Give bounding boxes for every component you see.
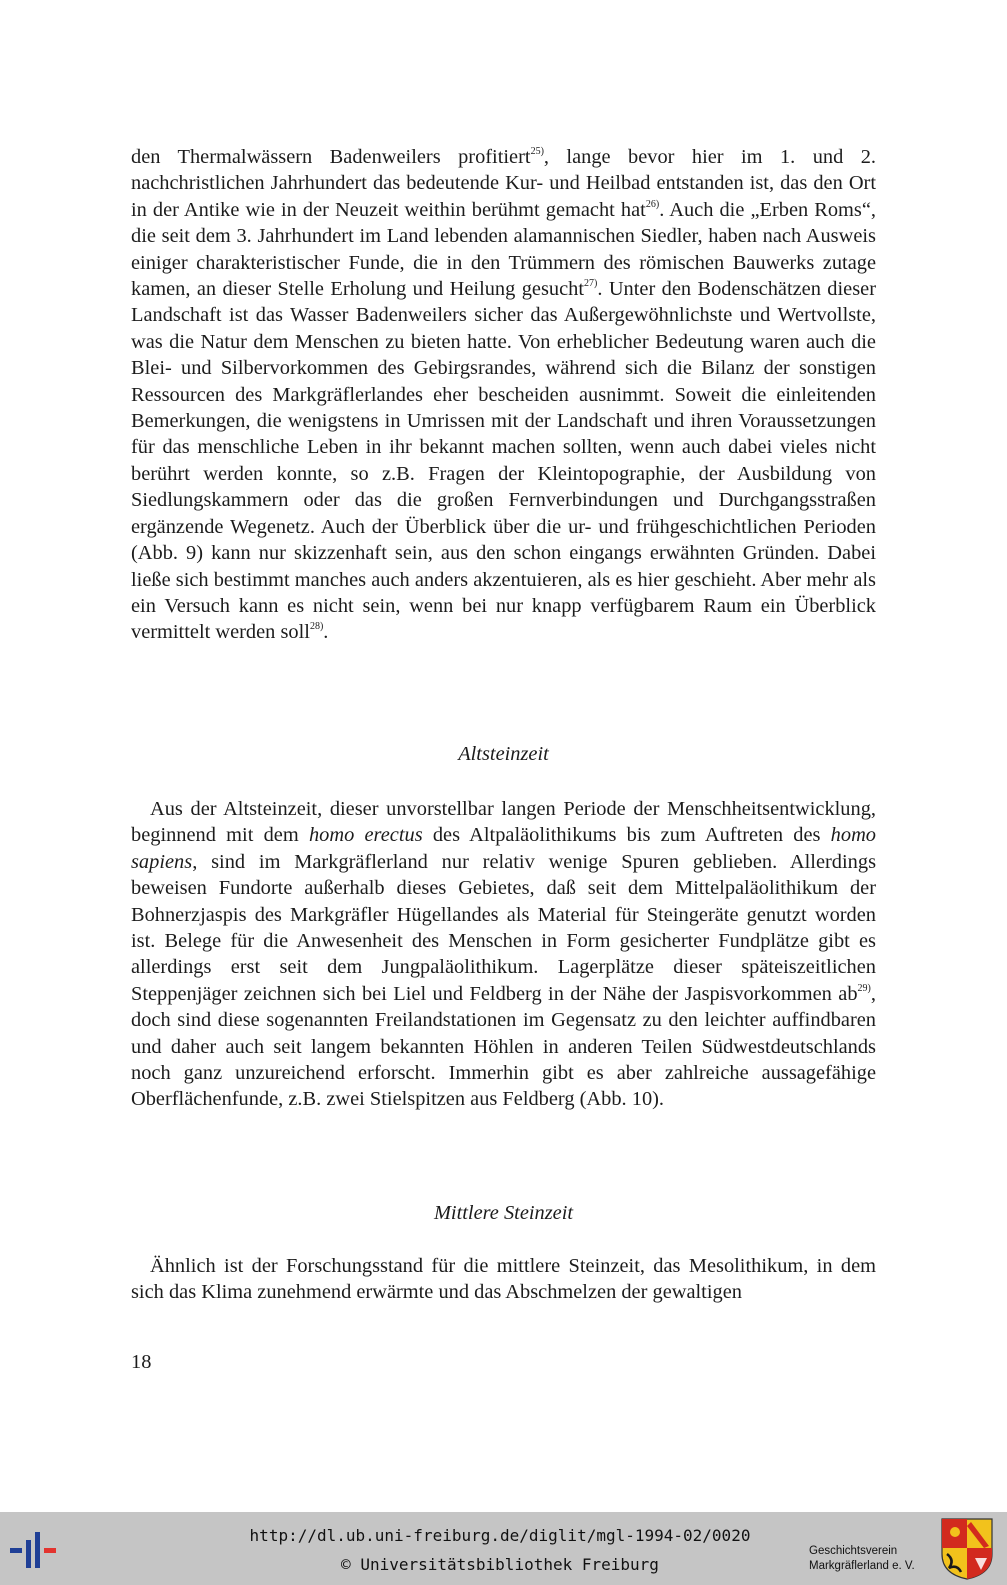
text-run: . Auch die „Erben Roms“, die seit dem 3. Jahrhundert im Land lebenden alamannischen Siedler, haben nach Ausweis einiger charakteristischer Funde, die in den Trümmern des römischen Bauwerks zutage kamen, an dieser Stelle Erholung und Heilung gesucht — [131, 198, 877, 301]
permalink-url[interactable]: http://dl.ub.uni-freiburg.de/diglit/mgl-1994-02/0020 — [249, 1526, 751, 1545]
footnote-ref[interactable]: 25) — [530, 146, 544, 157]
text-run: , lange bevor hier im 1. und 2. nachchristlichen Jahrhundert das bedeutende Kur- und Heilbad entstanden ist, das den Ort in der Antike wie in der Neuzeit weithin berühmt gemacht hat — [131, 146, 876, 221]
body-paragraph — [131, 144, 876, 646]
society-name — [809, 1544, 934, 1574]
viewer-footer-bar — [0, 1512, 1007, 1585]
footnote-ref[interactable]: 28) — [309, 621, 324, 633]
ub-freiburg-logo-icon[interactable] — [4, 1532, 64, 1572]
text-run: des Altpaläolithikums bis zum Auftreten des — [422, 824, 831, 847]
copyright-notice: © Universitätsbibliothek Freiburg — [341, 1555, 659, 1574]
page-number: 18 — [131, 1351, 152, 1373]
section-heading: Mittlere Steinzeit — [433, 1202, 574, 1224]
body-paragraph — [131, 1253, 876, 1306]
society-crest-icon[interactable] — [941, 1518, 993, 1580]
italic-term: homo erectus — [308, 824, 423, 847]
text-run: , doch sind diese sogenannten Freilandstationen im Gegensatz zu den leichter auffindbaren und daher auch seit langem bekannten Höhlen in anderen Teilen Südwestdeutschlands noch ganz unzureichend erforscht. Immerhin gibt es aber zahlreiche aussagefähige Oberflächenfunde, z.B. zwei Stielspitzen aus Feldberg (Abb. 10). — [131, 982, 876, 1111]
footnote-ref[interactable]: 27) — [584, 278, 598, 290]
text-run: . Unter den Bodenschätzen dieser Landschaft ist das Wasser Badenweilers sicher das Außergewöhnlichste und Wertvollste, was die Natur dem Menschen zu bieten hatte. Von erheblicher Bedeutung waren auch die Blei- und Silbervorkommen des Gebirgsrandes, während sich die Bilanz der sonstigen Ressourcen des Markgräflerlandes eher bescheiden ausnimmt. Soweit die einleitenden Bemerkungen, die wenigstens in Umrissen mit der Landschaft und ihren Voraussetzungen für das menschliche Leben in ihr bekannt machen sollten, wenn auch dabei vieles nicht berührt werden konnte, so z.B. Fragen der Kleintopographie, der Ausbildung von Siedlungskammern oder das die großen Fernverbindungen und Durchgangsstraßen ergänzende Wegenetz. Auch der Überblick über die ur- und frühgeschichtlichen Perioden (Abb. 9) kann nur skizzenhaft sein, aus den schon eingangs erwähnten Gründen. Dabei ließe sich bestimmt manches auch anders akzentuieren, als es hier geschieht. Aber mehr als ein Versuch kann es nicht sein, wenn bei nur knapp verfügbarem Raum ein Überblick vermittelt werden soll — [131, 278, 876, 644]
society-name-line: Markgräflerland e. V. — [809, 1560, 915, 1572]
society-name-line: Geschichtsverein — [809, 1545, 898, 1557]
text-run: den Thermalwässern Badenweilers profitiert — [131, 146, 531, 168]
text-run: Aus der Altsteinzeit, dieser unvorstellbar langen Periode der Menschheitsentwicklung, beginnend mit dem — [131, 798, 876, 847]
italic-term: homo sapiens — [131, 824, 876, 873]
text-run: Ähnlich ist der Forschungsstand für die mittlere Steinzeit, das Mesolithikum, in dem sich das Klima zunehmend erwärmte und das Abschmelzen der gewaltigen — [131, 1255, 876, 1304]
body-paragraph — [131, 796, 876, 1113]
section-heading: Altsteinzeit — [458, 743, 549, 765]
footnote-ref[interactable]: 26) — [645, 198, 660, 210]
footnote-ref[interactable]: 29) — [857, 982, 871, 994]
text-run: . — [323, 621, 329, 644]
text-run: , sind im Markgräflerland nur relativ wenige Spuren geblieben. Allerdings beweisen Fundorte außerhalb dieses Gebietes, daß seit dem Mittelpaläolithikum der Bohnerzjaspis des Markgräfler Hügellandes als Material für Steingeräte genutzt worden ist. Belege für die Anwesenheit des Menschen in Form gesicherter Fundplätze gibt es allerdings erst seit dem Jungpaläolithikum. Lagerplätze dieser späteiszeitlichen Steppenjäger zeichnen sich bei Liel und Feldberg in der Nähe der Jaspisvorkommen ab — [131, 850, 876, 1005]
